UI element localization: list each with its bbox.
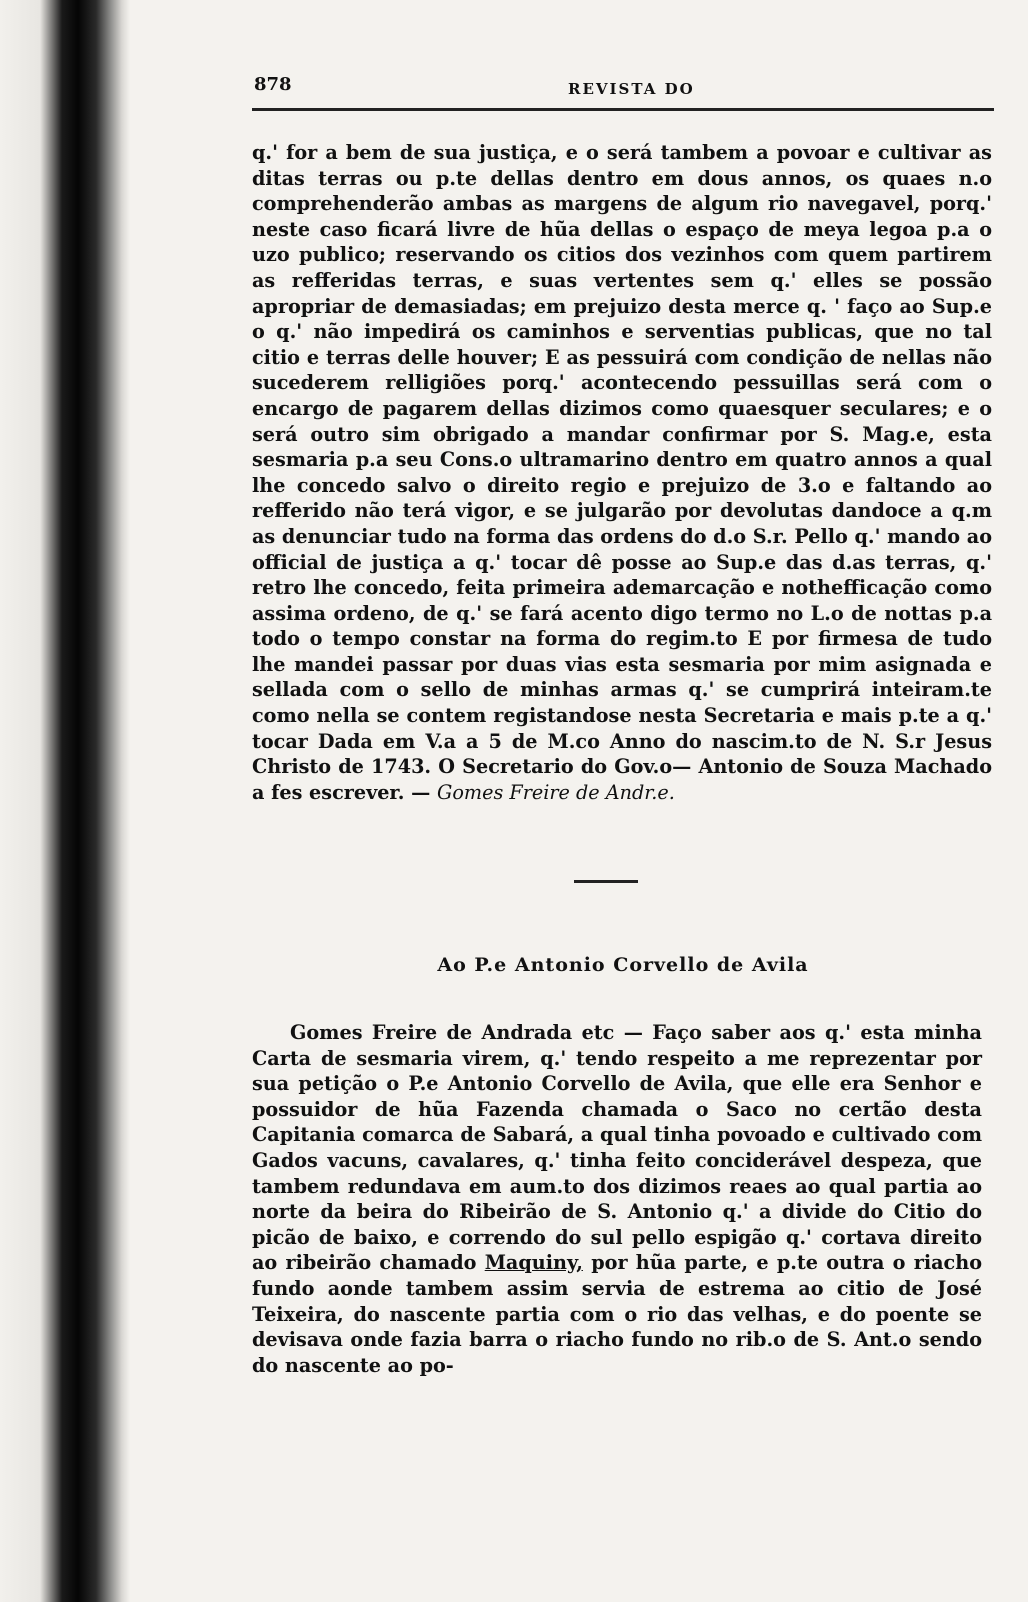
paragraph-sesmaria-end (252, 140, 992, 805)
paragraph-carta-sesmaria (252, 1020, 982, 1378)
underlined-place-name: Maquiny, (484, 1251, 583, 1275)
book-binding-shadow (0, 0, 130, 1602)
section-heading: Ao P.e Antonio Corvello de Avila (437, 954, 809, 976)
section-divider (574, 880, 638, 883)
book-page (252, 70, 994, 1377)
signature: Gomes Freire de Andr.e. (437, 780, 675, 804)
paragraph-2-text-continued: por hũa parte, e p.te outra o riacho fundo aonde tambem assim servia de estrema ao citio de José Teixeira, do nascente partia com o rio das velhas, e do poente se devisava onde fazia barra o riacho fundo no rib.o de S. Ant.o sendo do nascente ao po- (252, 1251, 982, 1377)
running-header (252, 70, 994, 111)
paragraph-2-text: Gomes Freire de Andrada etc — Faço saber aos q.' esta minha Carta de sesmaria virem, q.' tendo respeito a me reprezentar por sua petição o P.e Antonio Corvello de Avila, que elle era Senhor e possuidor de hũa Fazenda chamada o Saco no certão desta Capitania comarca de Sabará, a qual tinha povoado e cultivado com Gados vacuns, cavalares, q.' tinha feito conciderável despeza, que tambem redundava em aum.to dos dizimos reaes ao qual partia ao norte da beira do Ribeirão de S. Antonio q.' a divide do Citio do picão de baixo, e correndo do sul pello espigão q.' cortava direito ao ribeirão chamado (252, 1021, 982, 1275)
paragraph-1-text: q.' for a bem de sua justiça, e o será tambem a povoar e cultivar as ditas terras ou p.te dellas dentro em dous annos, os quaes n.o comprehenderão ambas as margens de algum rio navegavel, porq.' neste caso ficará livre de hũa dellas o espaço de meya legoa p.a o uzo publico; reservando os citios dos vezinhos com quem partirem as refferidas terras, e suas vertentes sem q.' elles se possão apropriar de demasiadas; em prejuizo desta merce q. ' faço ao Sup.e o q.' não impedirá os caminhos e serventias publicas, que no tal citio e terras delle houver; E as pessuirá com condição de nellas não sucederem relligiões porq.' acontecendo pessuillas será com o encargo de pagarem dellas dizimos como quaesquer seculares; e o será outro sim obrigado a mandar confirmar por S. Mag.e, esta sesmaria p.a seu Cons.o ultramarino dentro em quatro annos a qual lhe concedo salvo o direito regio e prejuizo de 3.o e faltando ao refferido não terá vigor, e se julgarão por devolutas dandoce a q.m as denunciar tudo na forma das ordens do d.o S.r. Pello q.' mando ao official de justiça a q.' tocar dê posse ao Sup.e das d.as terras, q.' retro lhe concedo, feita primeira ademarcação e nothefficação como assima ordeno, de q.' se fará acento digo termo no L.o de nottas p.a todo o tempo constar na forma do regim.to E por firmesa de tudo lhe mandei passar por duas vias esta sesmaria por mim asignada e sellada com o sello de minhas armas q.' se cumprirá inteiram.te como nella se contem registandose nesta Secretaria e mais p.te a q.' tocar Dada em V.a a 5 de M.co Anno do nascim.to de N. S.r Jesus Christo de 1743. O Secretario do Gov.o— Antonio de Souza Machado a fes escrever. — (252, 141, 992, 804)
running-title: REVISTA DO (568, 80, 695, 98)
page-number: 878 (254, 74, 292, 95)
